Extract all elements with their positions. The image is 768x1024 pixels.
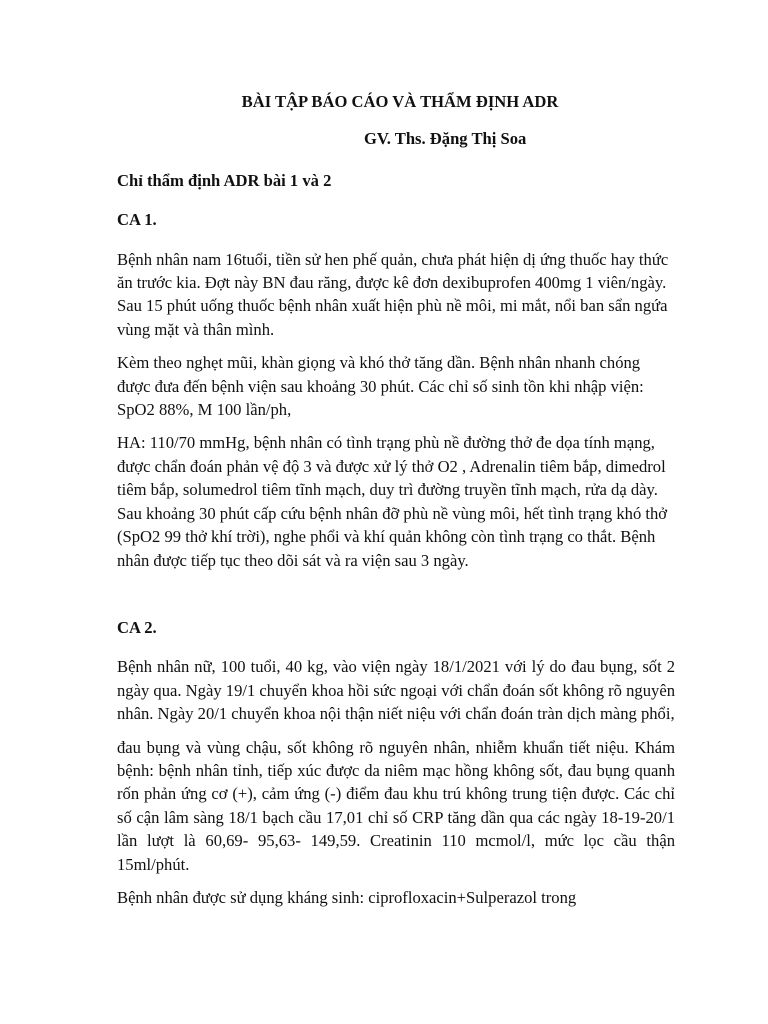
document-title: BÀI TẬP BÁO CÁO VÀ THẨM ĐỊNH ADR bbox=[241, 92, 559, 111]
case-2-paragraph-1: Bệnh nhân nữ, 100 tuổi, 40 kg, vào viện ngày 18/1/2021 với lý do đau bụng, sốt 2 ngày qua. Ngày 19/1 chuyển khoa hồi sức ngoại với chẩn đoán sốt không rõ nguyên nhân. Ngày 20/1 chuyển khoa nội thận niết niệu với chẩn đoán tràn dịch màng phổi, bbox=[117, 657, 675, 724]
case-2-paragraph-3: Bệnh nhân được sử dụng kháng sinh: ciprofloxacin+Sulperazol trong bbox=[117, 887, 577, 907]
teacher-name: GV. Ths. Đặng Thị Soa bbox=[364, 129, 527, 149]
case-2-paragraph-2: đau bụng và vùng chậu, sốt không rõ nguyên nhân, nhiễm khuẩn tiết niệu. Khám bệnh: bệnh nhân tỉnh, tiếp xúc được da niêm mạc hồng không sốt, đau bụng quanh rốn phản ứng cơ (+), cảm ứng (-) điểm đau khu trú không trung tiện được. Các chỉ số cận lâm sàng 18/1 bạch cầu 17,01 chỉ số CRP tăng dần qua các ngày 18-19-20/1 lần lượt là 60,69- 95,63- 149,59. Creatinin 110 mcmol/l, mức lọc cầu thận 15ml/phút. bbox=[117, 737, 675, 874]
assignment-note: Chỉ thẩm định ADR bài 1 và 2 bbox=[117, 170, 332, 190]
document-body bbox=[117, 90, 675, 909]
case-2-heading: CA 2. bbox=[117, 617, 157, 637]
case-1-paragraph-2: Kèm theo nghẹt mũi, khàn giọng và khó thở tăng dần. Bệnh nhân nhanh chóng được đưa đến bệnh viện sau khoảng 30 phút. Các chỉ số sinh tồn khi nhập viện: SpO2 88%, M 100 lần/ph, bbox=[117, 353, 644, 420]
case-1-heading: CA 1. bbox=[117, 210, 157, 230]
case-1-paragraph-1: Bệnh nhân nam 16tuổi, tiền sử hen phế quản, chưa phát hiện dị ứng thuốc hay thức ăn trước kia. Đợt này BN đau răng, được kê đơn dexibuprofen 400mg 1 viên/ngày. Sau 15 phút uống thuốc bệnh nhân xuất hiện phù nề môi, mi mắt, nổi ban sẩn ngứa vùng mặt và thân mình. bbox=[117, 249, 669, 339]
case-1-paragraph-3: HA: 110/70 mmHg, bệnh nhân có tình trạng phù nề đường thở đe dọa tính mạng, được chẩn đoán phản vệ độ 3 và được xử lý thở O2 , Adrenalin tiêm bắp, dimedrol tiêm bắp, solumedrol tiêm tĩnh mạch, duy trì đường truyền tĩnh mạch, rửa dạ dày. Sau khoảng 30 phút cấp cứu bệnh nhân đỡ phù nề vùng môi, hết tình trạng khó thở (SpO2 99 thở khí trời), nghe phổi và khí quản không còn tình trạng co thắt. Bệnh nhân được tiếp tục theo dõi sát và ra viện sau 3 ngày. bbox=[117, 433, 668, 570]
